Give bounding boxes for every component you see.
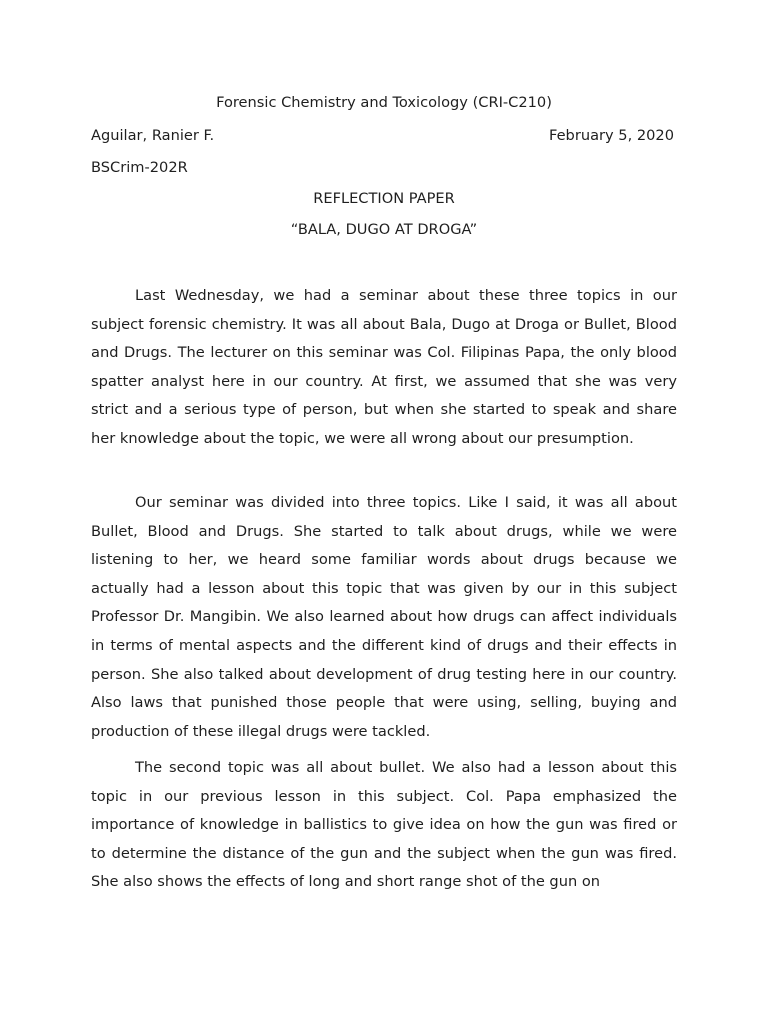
paragraph-2: Our seminar was divided into three topics. Like I said, it was all about Bullet, Blood and Drugs. She started to talk about drugs, while we were listening to her, we heard some familiar words about drugs because we actually had a lesson about this topic that was given by our in this subject Professor Dr. Mangibin. We also learned about how drugs can affect individuals in terms of mental aspects and the different kind of drugs and their effects in person. She also talked about development of drug testing here in our country. Also laws that punished those people that were using, selling, buying and production of these illegal drugs were tackled. bbox=[91, 494, 677, 740]
paragraph-3: The second topic was all about bullet. We also had a lesson about this topic in our previous lesson in this subject. Col. Papa emphasized the importance of knowledge in ballistics to give idea on how the gun was fired or to determine the distance of the gun and the subject when the gun was fired. She also shows the effects of long and short range shot of the gun on bbox=[91, 759, 677, 891]
course-title: Forensic Chemistry and Toxicology (CRI-C210) bbox=[216, 94, 552, 111]
submission-date: February 5, 2020 bbox=[548, 127, 674, 144]
paper-title: “BALA, DUGO AT DROGA” bbox=[290, 221, 478, 238]
paragraph-1: Last Wednesday, we had a seminar about these three topics in our subject forensic chemistry. It was all about Bala, Dugo at Droga or Bullet, Blood and Drugs. The lecturer on this seminar was Col. Filipinas Papa, the only blood spatter analyst here in our country. At first, we assumed that she was very strict and a serious type of person, but when she started to speak and share her knowledge about the topic, we were all wrong about our presumption. bbox=[91, 287, 677, 447]
section-code: BSCrim-202R bbox=[91, 159, 188, 176]
student-name: Aguilar, Ranier F. bbox=[91, 127, 215, 144]
paper-type-heading: REFLECTION PAPER bbox=[313, 190, 455, 207]
